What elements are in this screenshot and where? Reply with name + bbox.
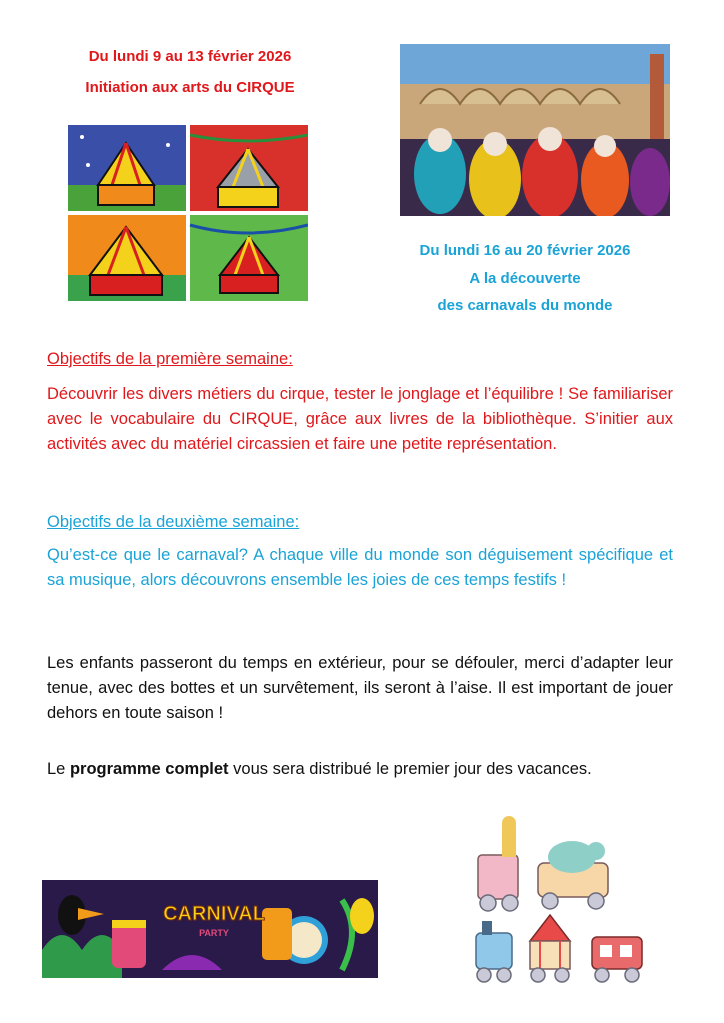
program-note-before: Le	[47, 760, 70, 778]
week2-dates: Du lundi 16 au 20 février 2026	[419, 242, 631, 259]
objectives2-text: Qu’est-ce que le carnaval? A chaque ville du monde son déguisement spécifique et sa musique, alors découvrons ensemble les joies de ces temps festifs !	[47, 546, 673, 589]
week2-theme-line1: A la découverte	[469, 270, 581, 287]
banner-sub: PARTY	[199, 928, 229, 938]
venice-carnival-photo	[400, 44, 670, 216]
circus-train-illustration	[468, 815, 658, 995]
week1-theme: Initiation aux arts du CIRQUE	[85, 79, 295, 96]
program-note	[47, 757, 673, 782]
objectives1-heading: Objectifs de la première semaine:	[47, 350, 293, 368]
outdoor-note: Les enfants passeront du temps en extérieur, pour se défouler, merci d’adapter leur tenue, avec des bottes et un survêtement, ils seront à l’aise. Il est important de jouer dehors en toute saison !	[47, 654, 673, 722]
program-note-after: vous sera distribué le premier jour des vacances.	[228, 760, 592, 778]
week1-dates: Du lundi 9 au 13 février 2026	[88, 48, 292, 65]
objectives2-heading: Objectifs de la deuxième semaine:	[47, 513, 300, 531]
banner-word: CARNIVAL	[163, 903, 265, 925]
circus-tents-illustration	[68, 125, 308, 301]
objectives1-text: Découvrir les divers métiers du cirque, tester le jonglage et l’équilibre ! Se familiariser avec le vocabulaire du CIRQUE, grâce aux livres de la bibliothèque. S’initier aux activités avec du matériel circassien et faire une petite représentation.	[47, 385, 673, 453]
carnival-party-banner	[42, 880, 378, 978]
program-note-bold: programme complet	[69, 760, 229, 778]
week2-theme-line2: des carnavals du monde	[437, 297, 613, 314]
